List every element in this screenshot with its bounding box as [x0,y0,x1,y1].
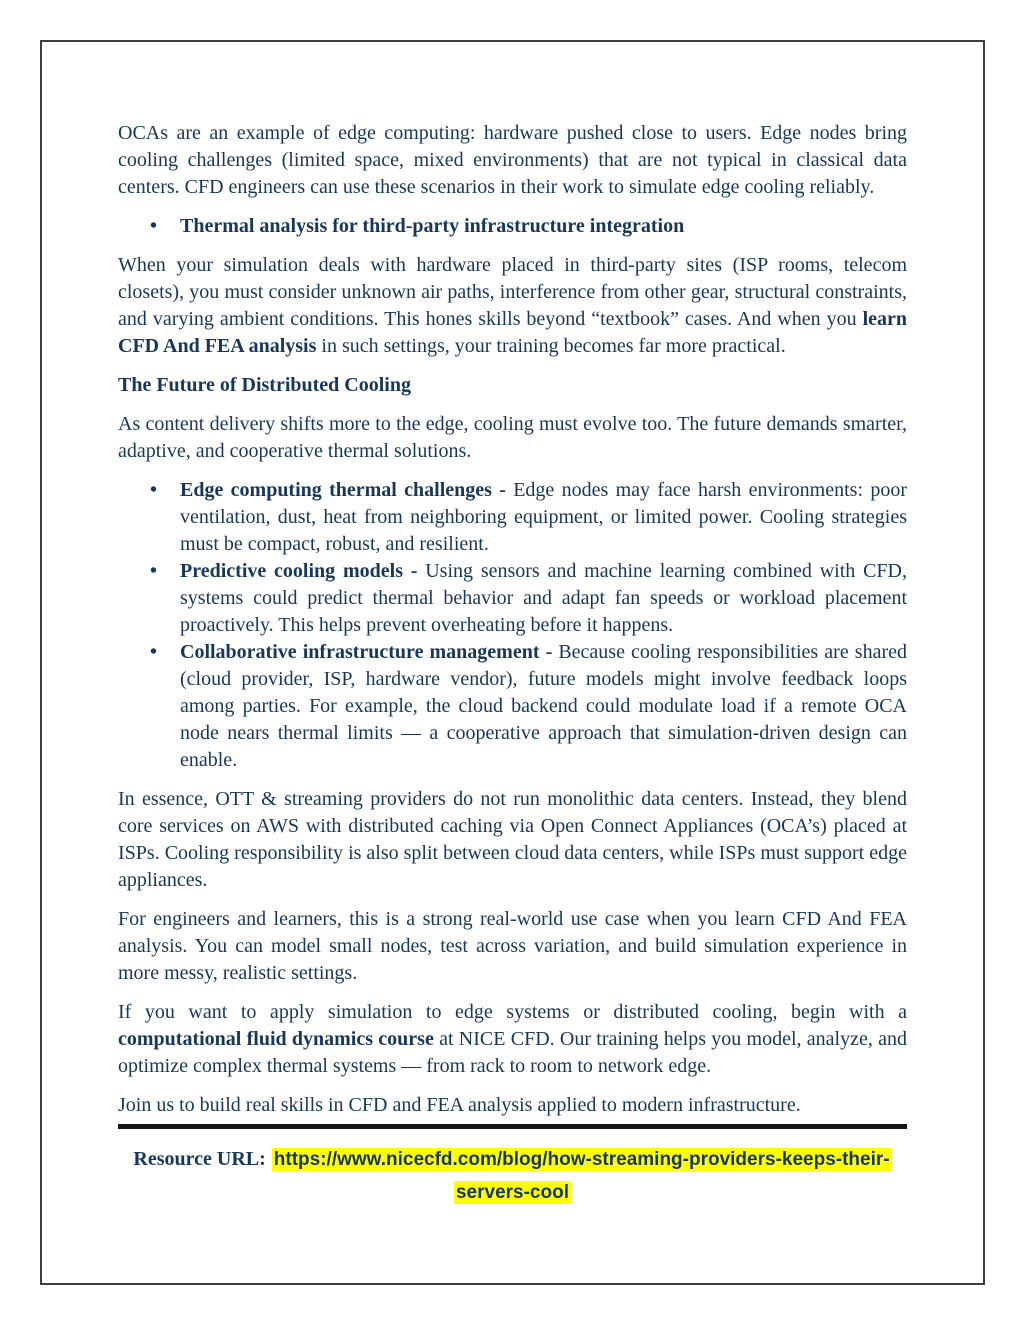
horizontal-rule [118,1124,907,1129]
paragraph-thirdparty-tail: in such settings, your training becomes far more practical. [316,335,786,357]
list-item-predictive-models [118,558,907,639]
paragraph-course-tail: at NICE CFD. Our training helps you model, analyze, and optimize complex thermal systems — from rack to room to network edge. [118,1028,907,1077]
paragraph-essence: In essence, OTT & streaming providers do not run monolithic data centers. Instead, they blend core services on AWS with distributed caching via Open Connect Appliances (OCA’s) placed at ISPs. Cooling responsibility is also split between cloud data centers, while ISPs must support edge appliances. [118,788,907,891]
list-item-thermal [118,213,907,240]
list-item-edge-challenges-text: Edge nodes may face harsh environments: poor ventilation, dust, heat from neighboring equipment, or limited power. Cooling strategies must be compact, robust, and resilient. [180,479,907,555]
paragraph-ocas: OCAs are an example of edge computing: hardware pushed close to users. Edge nodes bring cooling challenges (limited space, mixed environments) that are not typical in classical data centers. CFD engineers can use these scenarios in their work to simulate edge cooling reliably. [118,122,907,198]
document-content [118,120,907,1209]
list-item-predictive-models-text: Using sensors and machine learning combined with CFD, systems could predict thermal behavior and adapt fan speeds or workload placement proactively. This helps prevent overheating before it happens. [180,560,907,636]
page-border [40,40,985,1285]
list-item-predictive-models-bold: Predictive cooling models - [180,560,418,582]
list-item-collaborative-mgmt-text: Because cooling responsibilities are shared (cloud provider, ISP, hardware vendor), future models might involve feedback loops among parties. For example, the cloud backend could modulate load if a remote OCA node nears thermal limits — a cooperative approach that simulation-driven design can enable. [180,641,907,771]
bullet-list-future [118,477,907,774]
list-item-edge-challenges-bold: Edge computing thermal challenges - [180,479,506,501]
section-heading-future: The Future of Distributed Cooling [118,374,411,396]
paragraph-future-intro: As content delivery shifts more to the edge, cooling must evolve too. The future demands smarter, adaptive, and cooperative thermal solutions. [118,413,907,462]
paragraph-course [118,999,907,1080]
resource-url-label: Resource URL: [133,1148,266,1170]
paragraph-thirdparty-bold: learn CFD And FEA analysis [118,308,907,357]
resource-url-line [118,1143,907,1209]
bullet-thermal-label: Thermal analysis for third-party infrastructure integration [180,215,685,237]
paragraph-thirdparty [118,252,907,360]
list-item-collaborative-mgmt-bold: Collaborative infrastructure management - [180,641,553,663]
list-item-collaborative-mgmt [118,639,907,774]
resource-url-link[interactable]: https://www.nicecfd.com/blog/how-streaming-providers-keeps-their-servers-cool [273,1149,890,1203]
paragraph-course-bold: computational fluid dynamics course [118,1028,434,1050]
paragraph-join: Join us to build real skills in CFD and FEA analysis applied to modern infrastructure. [118,1094,801,1116]
list-item-edge-challenges [118,477,907,558]
paragraph-thirdparty-text: When your simulation deals with hardware placed in third-party sites (ISP rooms, telecom closets), you must consider unknown air paths, interference from other gear, structural constraints, and varying ambient conditions. This hones skills beyond “textbook” cases. And when you [118,254,907,330]
paragraph-course-text: If you want to apply simulation to edge systems or distributed cooling, begin with a [118,1001,907,1023]
bullet-list-thermal [118,213,907,240]
paragraph-engineers: For engineers and learners, this is a strong real-world use case when you learn CFD And FEA analysis. You can model small nodes, test across variation, and build simulation experience in more messy, realistic settings. [118,908,907,984]
